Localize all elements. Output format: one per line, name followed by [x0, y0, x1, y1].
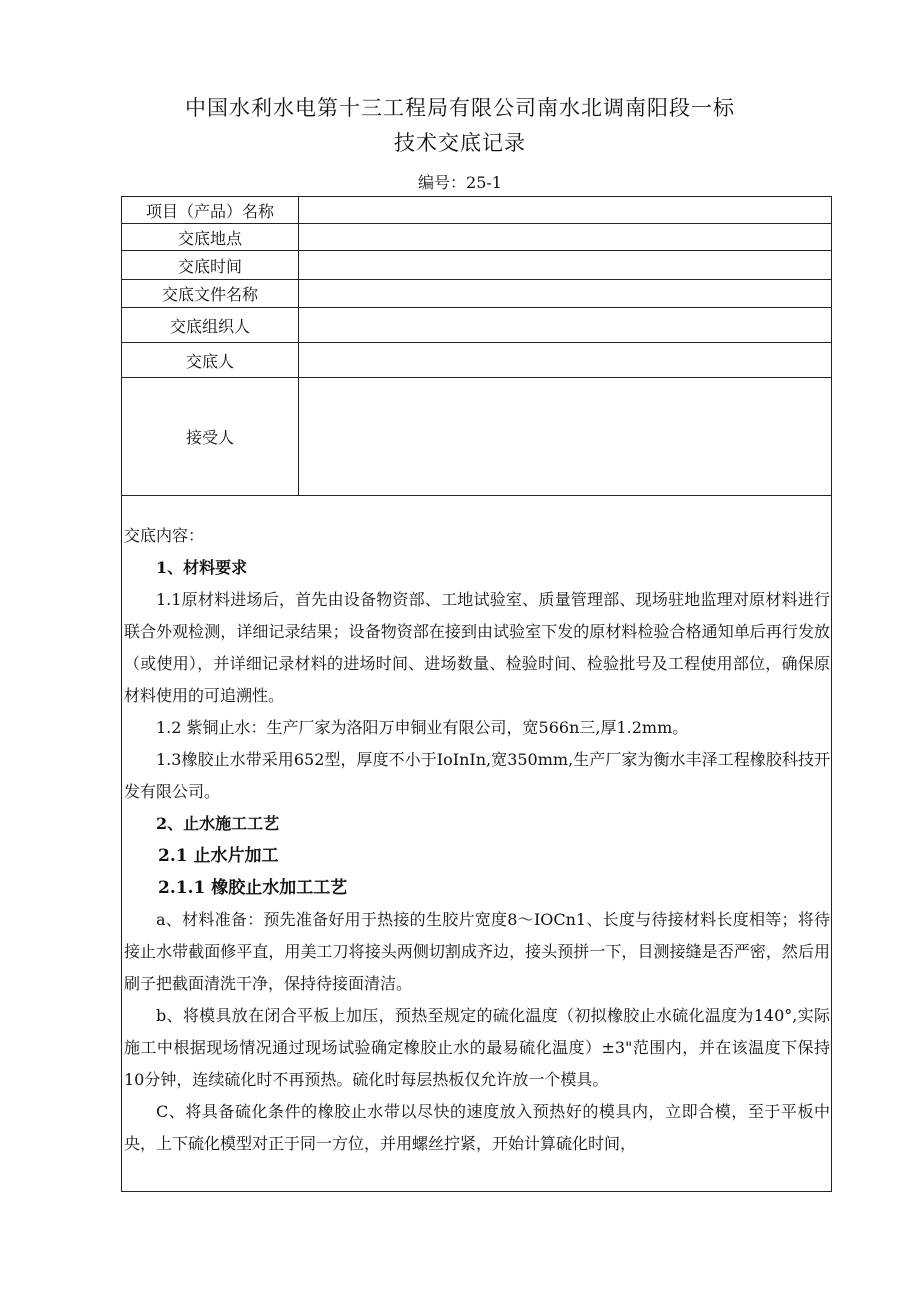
row-label-project: 项目（产品）名称: [122, 197, 299, 224]
table-row: [122, 251, 832, 280]
paragraph: 1.3橡胶止水带采用652型，厚度不小于IoInIn,宽350mm,生产厂家为衡水丰泽工程橡胶科技开发有限公司。: [124, 750, 830, 801]
document-subtitle: 技术交底记录: [394, 131, 526, 155]
table-row: [122, 197, 832, 224]
document-number: 编号：25-1: [418, 173, 502, 192]
row-value-location[interactable]: [299, 224, 832, 251]
paragraph: 1.1原材料进场后，首先由设备物资部、工地试验室、质量管理部、现场驻地监理对原材料进行联合外观检测，详细记录结果；设备物资部在接到由试验室下发的原材料检验合格通知单后再行发放（或使用），并详细记录材料的进场时间、进场数量、检验时间、检验批号及工程使用部位，确保原材料使用的可追溯性。: [124, 590, 830, 705]
row-label-file: 交底文件名称: [122, 280, 299, 308]
section-heading: 1、材料要求: [156, 558, 248, 577]
row-value-time[interactable]: [299, 251, 832, 280]
row-label-organizer: 交底组织人: [122, 308, 299, 343]
row-label-presenter: 交底人: [122, 343, 299, 378]
table-row: [122, 224, 832, 251]
section-heading: 2、止水施工工艺: [156, 814, 280, 833]
paragraph: 1.2 紫铜止水：生产厂家为洛阳万申铜业有限公司，宽566n三,厚1.2mm。: [156, 718, 689, 737]
row-label-location: 交底地点: [122, 224, 299, 251]
row-label-receiver: 接受人: [122, 378, 299, 496]
info-table: [121, 196, 832, 496]
row-value-project[interactable]: [299, 197, 832, 224]
row-value-receiver[interactable]: [299, 378, 832, 496]
document-title: 中国水利水电第十三工程局有限公司南水北调南阳段一标: [185, 96, 735, 120]
paragraph: C、将具备硫化条件的橡胶止水带以尽快的速度放入预热好的模具内，立即合模，至于平板中央，上下硫化模型对正于同一方位，并用螺丝拧紧，开始计算硫化时间，: [124, 1102, 830, 1153]
table-row: [122, 343, 832, 378]
row-value-organizer[interactable]: [299, 308, 832, 343]
table-row: [122, 378, 832, 496]
content-intro: 交底内容：: [124, 526, 205, 545]
paragraph: b、将模具放在闭合平板上加压，预热至规定的硫化温度（初拟橡胶止水硫化温度为140°,实际施工中根据现场情况通过现场试验确定橡胶止水的最易硫化温度）±3"范围内，并在该温度下保持10分钟，连续硫化时不再预热。硫化时每层热板仅允许放一个模具。: [124, 1006, 830, 1089]
subsection-heading: 2.1.1 橡胶止水加工工艺: [158, 878, 348, 898]
row-label-time: 交底时间: [122, 251, 299, 280]
row-value-presenter[interactable]: [299, 343, 832, 378]
subsection-heading: 2.1 止水片加工: [158, 846, 279, 866]
paragraph: a、材料准备：预先准备好用于热接的生胶片宽度8～IOCn1、长度与待接材料长度相等；将待接止水带截面修平直，用美工刀将接头两侧切割成齐边，接头预拼一下，目测接缝是否严密，然后用刷子把截面清洗干净，保持待接面清洁。: [124, 910, 830, 993]
row-value-file[interactable]: [299, 280, 832, 308]
content-body: [124, 520, 830, 1160]
table-row: [122, 308, 832, 343]
table-row: [122, 280, 832, 308]
